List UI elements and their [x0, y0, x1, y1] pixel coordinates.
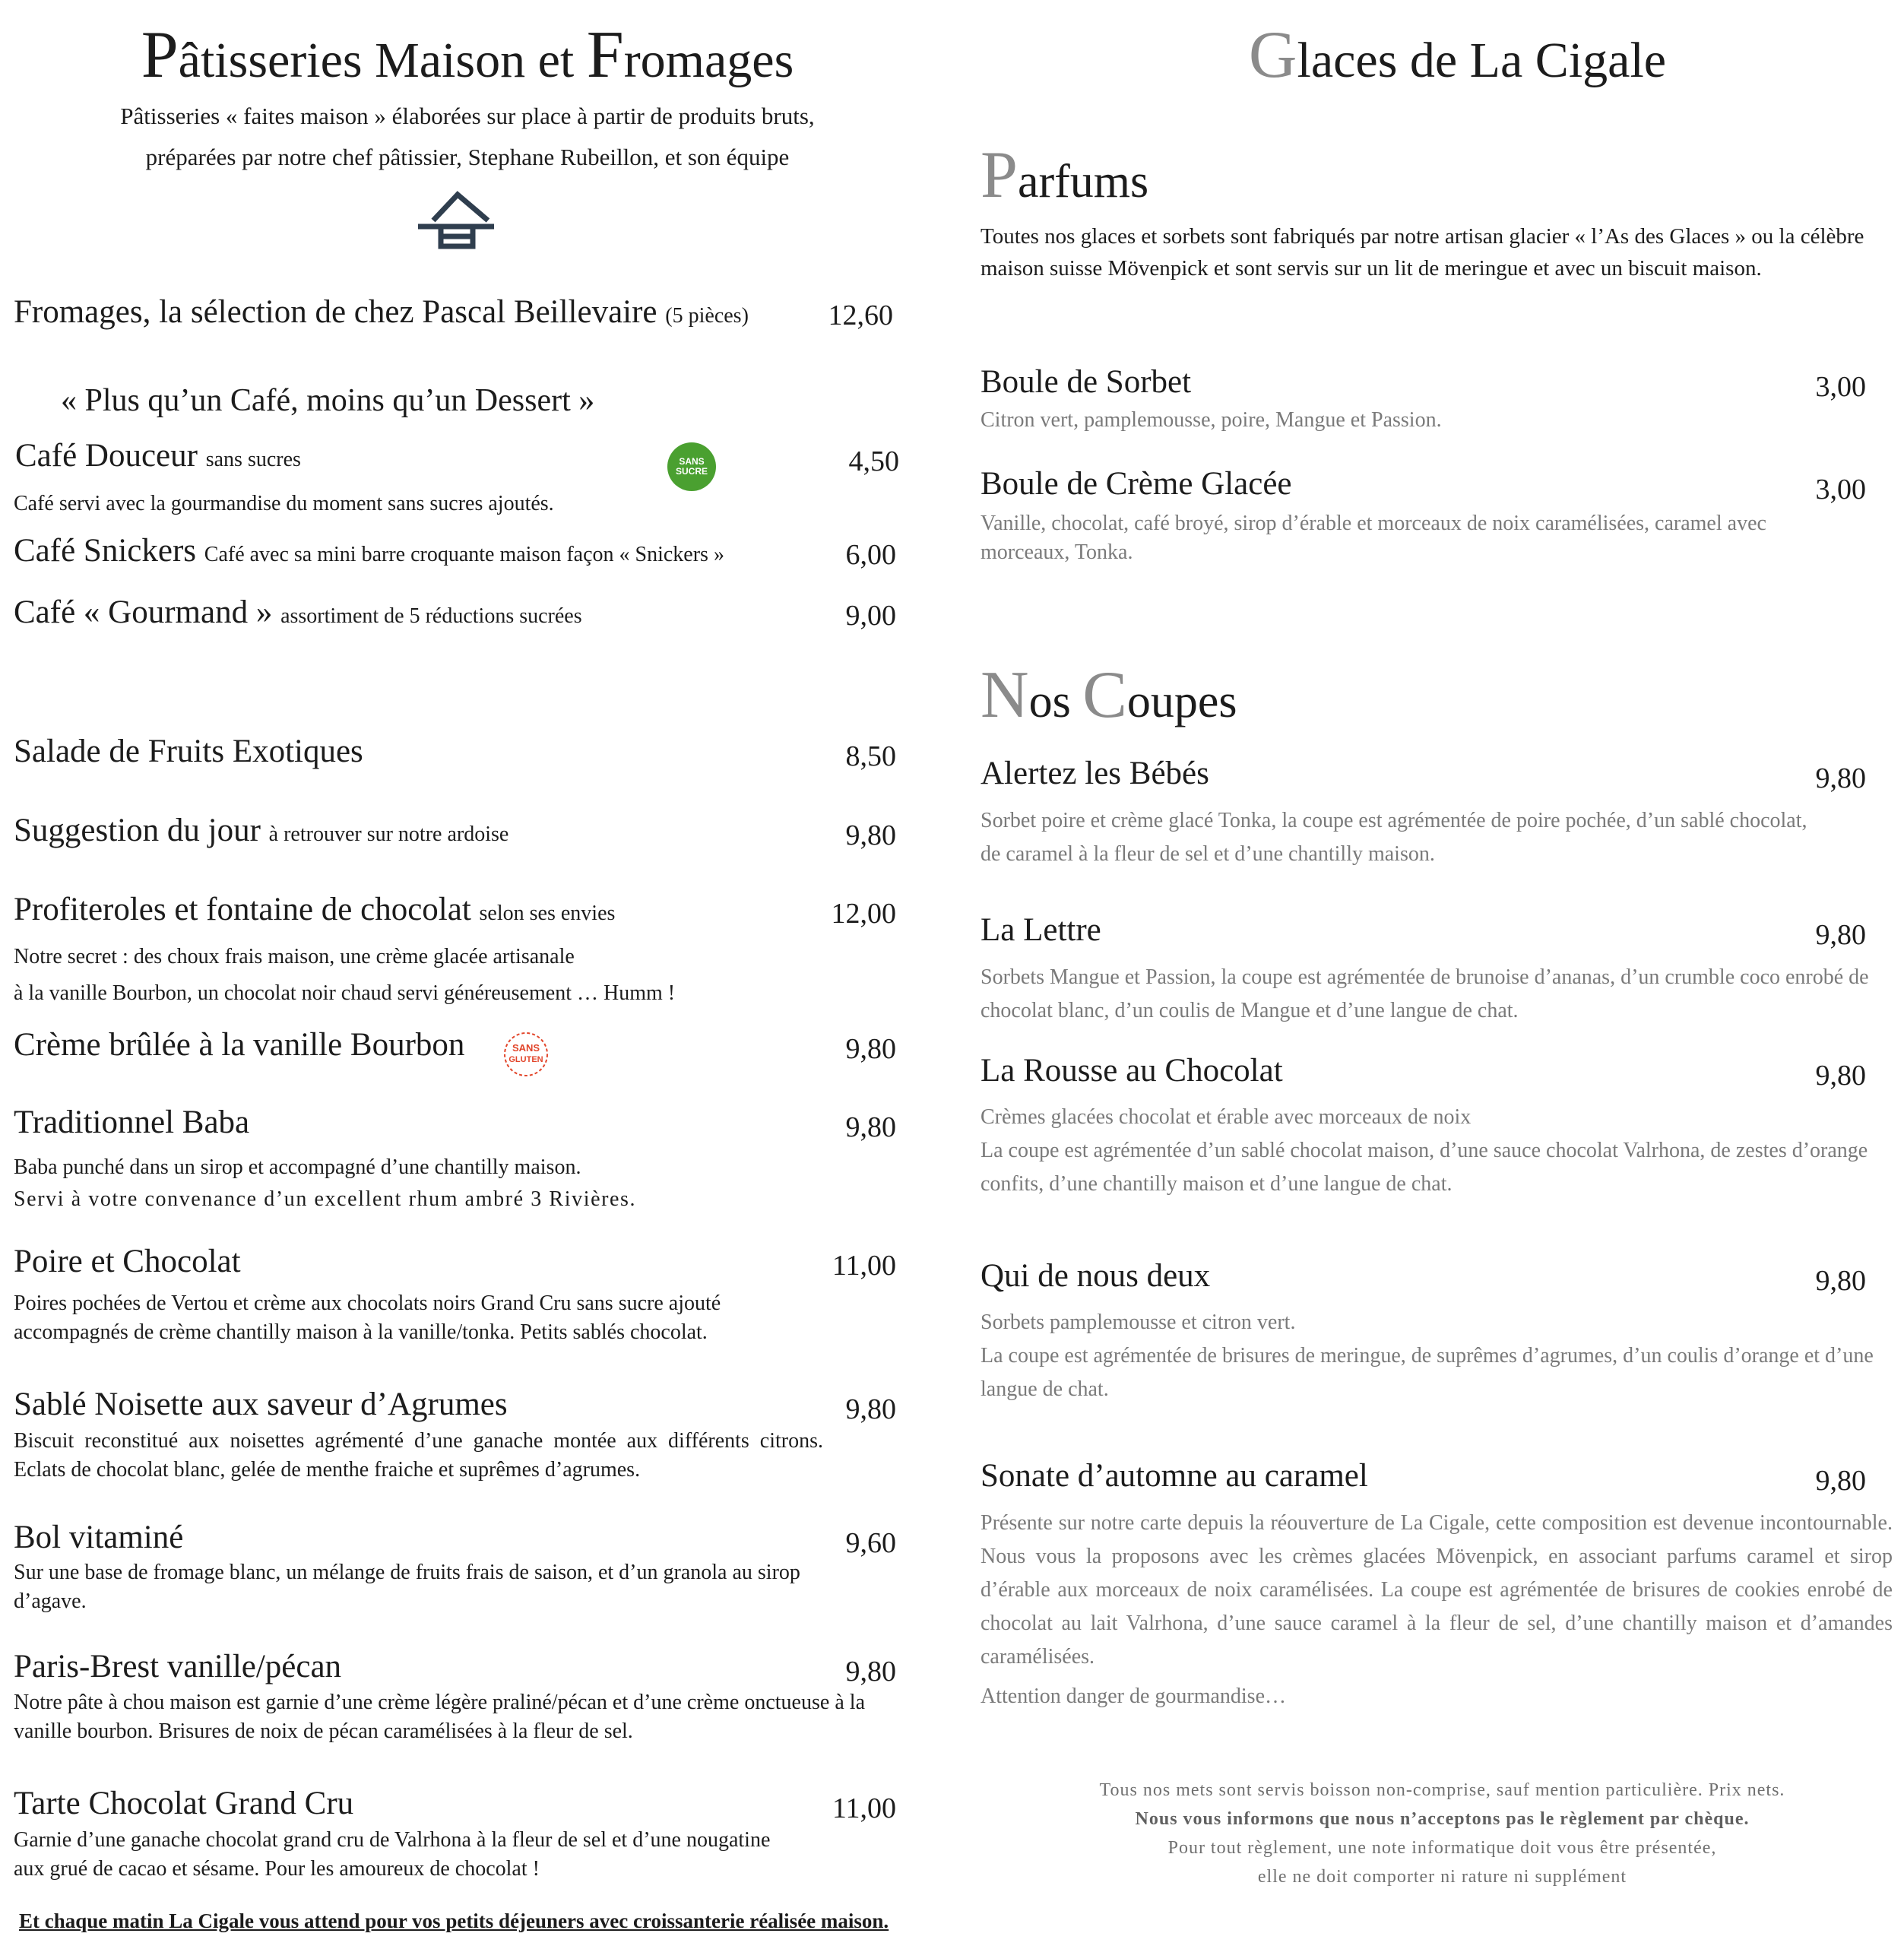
desc-paris-brest: Notre pâte à chou maison est garnie d’une crème légère praliné/pécan et d’une crème onctueuse à la vanille bourbon. Brisures de noix de pécan caramélisées à la fleur de sel. — [14, 1691, 865, 1743]
desc-poire-chocolat: Poires pochées de Vertou et crème aux chocolats noirs Grand Cru sans sucre ajouté accompagnés de crème chantilly maison à la vanille/tonka. Petits sablés chocolat. — [14, 1292, 721, 1344]
price-qui-de-nous-deux: 9,80 — [1815, 1265, 1866, 1297]
price-la-rousse: 9,80 — [1815, 1060, 1866, 1092]
price-poire-chocolat: 11,00 — [832, 1250, 896, 1282]
price-profiteroles: 12,00 — [831, 898, 896, 930]
menu-item-alertez-les-bebes: Alertez les Bébés — [981, 756, 1209, 791]
desc-boule-creme-glacee: Vanille, chocolat, café broyé, sirop d’érable et morceaux de noix caramélisées, caramel avec morceaux, Tonka. — [981, 512, 1766, 564]
price-boule-sorbet: 3,00 — [1815, 371, 1866, 403]
menu-item-bol-vitamine: Bol vitaminé — [14, 1520, 184, 1555]
menu-item-baba: Traditionnel Baba — [14, 1105, 250, 1140]
menu-item-cafe-snickers: Café Snickers Café avec sa mini barre croquante maison façon « Snickers » — [14, 533, 724, 569]
price-alertez-les-bebes: 9,80 — [1815, 762, 1866, 794]
sans-sucre-badge-icon: SANS SUCRE — [667, 442, 716, 491]
menu-item-sable-noisette: Sablé Noisette aux saveur d’Agrumes — [14, 1387, 508, 1422]
price-fromages: 12,60 — [828, 300, 893, 331]
menu-item-profiteroles: Profiteroles et fontaine de chocolat selon ses envies — [14, 892, 616, 927]
subtitle-line: Pâtisseries « faites maison » élaborées sur place à partir de produits bruts, — [120, 103, 815, 129]
price-suggestion: 9,80 — [845, 819, 896, 851]
section-heading-nos-coupes: Nos Coupes — [981, 658, 1237, 732]
menu-item-sonate-automne: Sonate d’automne au caramel — [981, 1458, 1368, 1494]
price-salade: 8,50 — [845, 740, 896, 772]
house-icon — [418, 190, 494, 251]
price-creme-brulee: 9,80 — [845, 1033, 896, 1065]
desc-baba: Baba punché dans un sirop et accompagné d’une chantilly maison. Servi à votre convenance d’un excellent rhum ambré 3 Rivières. — [14, 1155, 637, 1211]
svg-text:SANS: SANS — [512, 1042, 540, 1054]
menu-item-poire-chocolat: Poire et Chocolat — [14, 1244, 241, 1279]
desc-boule-sorbet: Citron vert, pamplemousse, poire, Mangue et Passion. — [981, 408, 1442, 432]
page-title-glaces: Glaces de La Cigale — [1248, 18, 1667, 92]
price-cafe-douceur: 4,50 — [848, 445, 899, 477]
page-title-patisseries: Pâtisseries Maison et Fromages — [141, 18, 794, 92]
price-cafe-gourmand: 9,00 — [845, 600, 896, 632]
desc-bol-vitamine: Sur une base de fromage blanc, un mélange de fruits frais de saison, et d’un granola au sirop d’agave. — [14, 1561, 800, 1613]
section-heading-parfums: Parfums — [981, 138, 1149, 212]
menu-item-la-rousse: La Rousse au Chocolat — [981, 1053, 1283, 1089]
subtitle-line: préparées par notre chef pâtissier, Stephane Rubeillon, et son équipe — [145, 144, 790, 170]
desc-qui-de-nous-deux: Sorbets pamplemousse et citron vert. La coupe est agrémentée de brisures de meringue, de suprêmes d’agrumes, d’un coulis d’orange et d’une langue de chat. — [981, 1311, 1874, 1401]
menu-item-qui-de-nous-deux: Qui de nous deux — [981, 1258, 1211, 1294]
price-paris-brest: 9,80 — [845, 1656, 896, 1688]
patisseries-subtitle — [0, 96, 935, 178]
menu-item-creme-brulee: Crème brûlée à la vanille Bourbon — [14, 1027, 465, 1063]
menu-item-cafe-gourmand: Café « Gourmand » assortiment de 5 réductions sucrées — [14, 594, 582, 630]
parfums-intro: Toutes nos glaces et sorbets sont fabriqués par notre artisan glacier « l’As des Glaces » ou la célèbre maison suisse Mövenpick et sont servis sur un lit de meringue et avec un biscuit maison. — [981, 224, 1864, 280]
desc-profiteroles: Notre secret : des choux frais maison, une crème glacée artisanale à la vanille Bourbon, un chocolat noir chaud servi généreusement … Humm ! — [14, 945, 676, 1005]
desc-tarte-chocolat: Garnie d’une ganache chocolat grand cru de Valrhona à la fleur de sel et d’une nougatine aux grué de cacao et sésame. Pour les amoureux de chocolat ! — [14, 1828, 771, 1881]
desc-cafe-douceur: Café servi avec la gourmandise du moment sans sucres ajoutés. — [14, 492, 554, 515]
price-tarte-chocolat: 11,00 — [832, 1792, 896, 1824]
price-sonate-automne: 9,80 — [1815, 1465, 1866, 1497]
menu-item-suggestion: Suggestion du jour à retrouver sur notre ardoise — [14, 813, 509, 848]
breakfast-note: Et chaque matin La Cigale vous attend pour vos petits déjeuners avec croissanterie réalisée maison. — [19, 1910, 889, 1932]
menu-item-boule-creme-glacee: Boule de Crème Glacée — [981, 466, 1292, 502]
menu-item-fromages: Fromages, la sélection de chez Pascal Beillevaire (5 pièces) — [14, 294, 749, 330]
cafe-section-heading: « Plus qu’un Café, moins qu’un Dessert » — [61, 383, 595, 418]
sans-gluten-badge-icon — [500, 1030, 552, 1079]
legal-footer: Tous nos mets sont servis boisson non-comprise, sauf mention particulière. Prix nets. Nous vous informons que nous n’acceptons pas le règlement par chèque. Pour tout règlement, une note informatique doit vous être présentée, elle ne doit comporter ni rature ni supplément — [1099, 1780, 1785, 1887]
price-la-lettre: 9,80 — [1815, 919, 1866, 951]
desc-alertez-les-bebes: Sorbet poire et crème glacé Tonka, la coupe est agrémentée de poire pochée, d’un sablé chocolat, de caramel à la fleur de sel et d’une chantilly maison. — [981, 809, 1807, 866]
desc-la-rousse: Crèmes glacées chocolat et érable avec morceaux de noix La coupe est agrémentée d’un sablé chocolat maison, d’une sauce chocolat Valrhona, de zestes d’orange confits, d’une chantilly maison et d’une langue de chat. — [981, 1105, 1868, 1196]
desc-sable-noisette: Biscuit reconstitué aux noisettes agrémenté d’une ganache montée aux différents citrons. Eclats de chocolat blanc, gelée de menthe fraiche et suprêmes d’agrumes. — [14, 1429, 823, 1482]
price-boule-creme-glacee: 3,00 — [1815, 474, 1866, 506]
desc-sonate-attention: Attention danger de gourmandise… — [981, 1685, 1287, 1708]
menu-item-cafe-douceur: Café Douceur sans sucres — [15, 438, 301, 474]
menu-item-boule-sorbet: Boule de Sorbet — [981, 364, 1192, 400]
menu-item-paris-brest: Paris-Brest vanille/pécan — [14, 1649, 342, 1685]
desc-sonate-automne: Présente sur notre carte depuis la réouverture de La Cigale, cette composition est devenue incontournable. Nous vous la proposons avec les crèmes glacées Mövenpick, en associant parfums caramel et sirop d’érable aux morceaux de noix caramélisées. La coupe est agrémentée de brisures de cookies enrobé de chocolat au lait Valrhona, d’une sauce caramel à la fleur de sel, d’une chantilly maison et d’amandes caramélisées. — [981, 1511, 1893, 1669]
price-bol-vitamine: 9,60 — [845, 1527, 896, 1559]
menu-item-salade: Salade de Fruits Exotiques — [14, 734, 363, 769]
price-baba: 9,80 — [845, 1111, 896, 1143]
svg-text:GLUTEN: GLUTEN — [508, 1055, 543, 1064]
desc-la-lettre: Sorbets Mangue et Passion, la coupe est agrémentée de brunoise d’ananas, d’un crumble coco enrobé de chocolat blanc, d’un coulis de Mangue et d’une langue de chat. — [981, 965, 1869, 1022]
menu-item-tarte-chocolat: Tarte Chocolat Grand Cru — [14, 1786, 354, 1821]
price-sable-noisette: 9,80 — [845, 1393, 896, 1425]
menu-item-la-lettre: La Lettre — [981, 912, 1101, 948]
price-cafe-snickers: 6,00 — [845, 539, 896, 571]
